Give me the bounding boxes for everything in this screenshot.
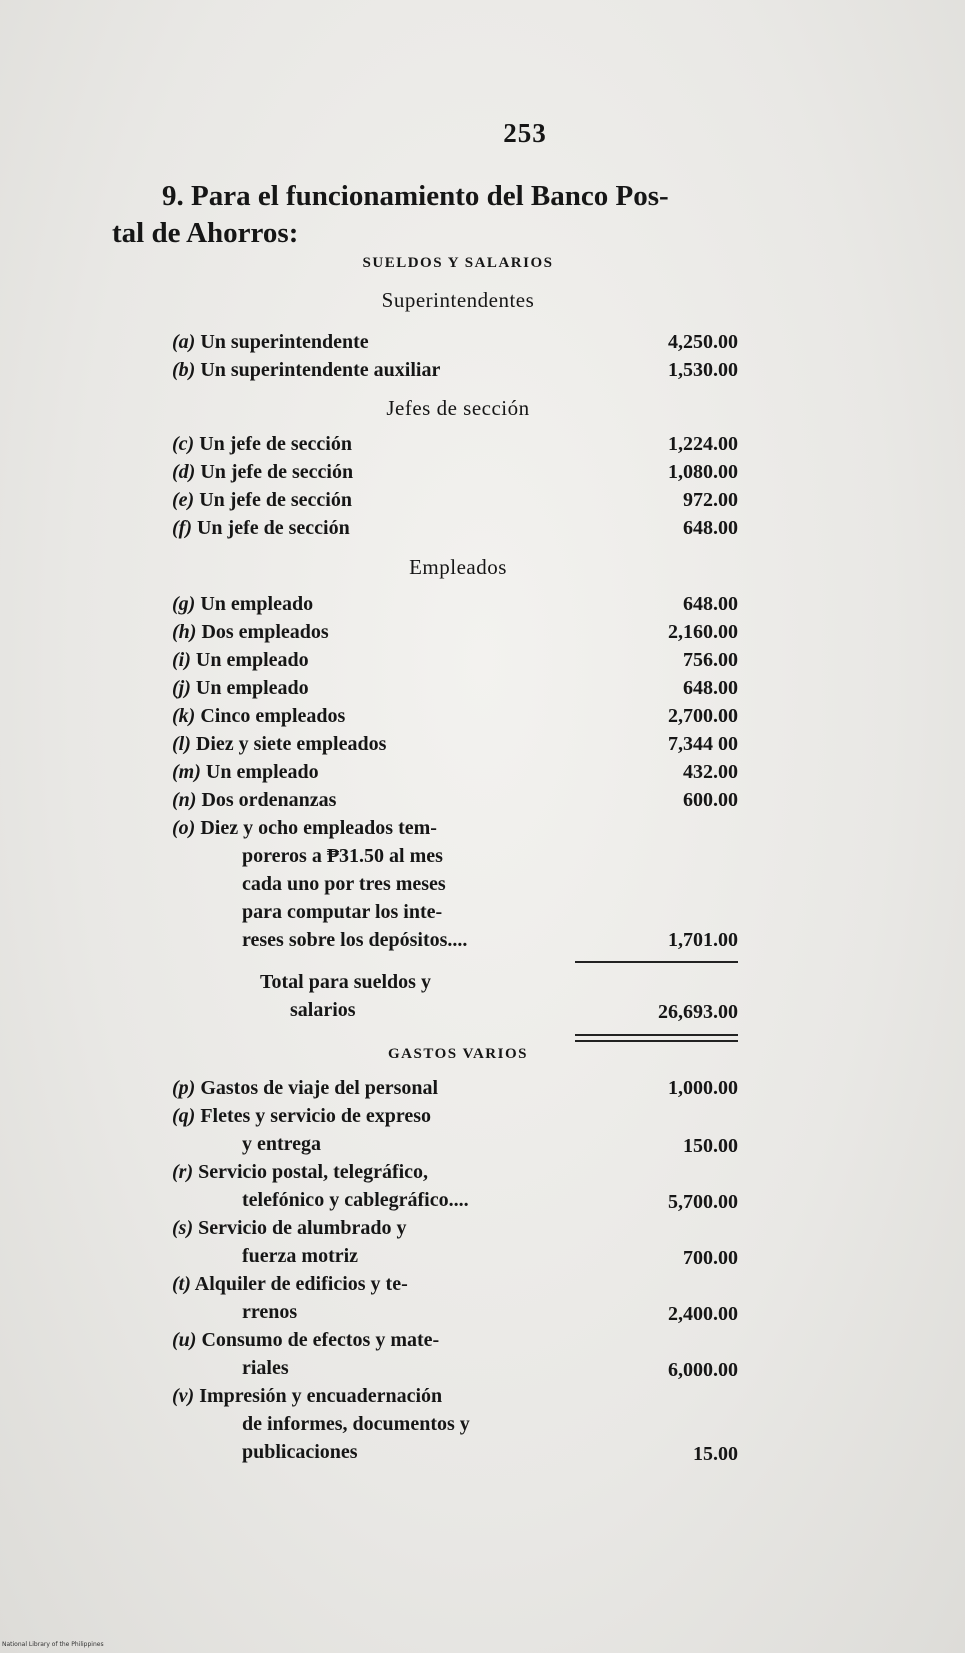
item-label: Dos empleados [201,621,329,643]
item-k [172,702,738,730]
item-amount: 7,344 00 [668,733,738,755]
item-amount: 6,000.00 [668,1359,738,1381]
item-i [172,646,738,674]
item-h [172,618,738,646]
item-label: Diez y siete empleados [195,733,387,755]
item-amount: 432.00 [683,761,738,783]
item-label: Alquiler de edificios y te- [194,1273,408,1295]
item-label: Un jefe de sección [200,461,354,483]
item-label: Un jefe de sección [199,489,352,511]
page-number: 253 [503,118,547,148]
item-letter: (e) [172,489,195,511]
item-u [172,1326,738,1382]
item-amount: 648.00 [683,593,738,615]
item-amount: 1,224.00 [668,433,738,455]
sueldos-title: SUELDOS Y SALARIOS [362,255,554,271]
item-e [172,486,738,514]
item-line: de informes, documentos y [242,1413,470,1435]
item-label: Un empleado [200,593,314,615]
item-letter: (s) [172,1217,194,1239]
item-letter: (o) [172,817,196,839]
item-amount: 1,080.00 [668,461,738,483]
group-jefes: Jefes de sección [386,396,530,420]
item-label: Un jefe de sección [196,517,350,539]
total-label-line-2: salarios [290,999,356,1021]
item-label: Servicio postal, telegráfico, [198,1161,429,1183]
item-letter: (h) [172,621,197,643]
item-label: Fletes y servicio de expreso [200,1105,432,1127]
item-letter: (r) [172,1161,194,1183]
item-letter: (t) [172,1273,191,1295]
item-amount: 648.00 [683,517,738,539]
item-label: Dos ordenanzas [201,789,337,811]
item-label: Un superintendente auxiliar [200,359,441,381]
item-q [172,1102,738,1158]
item-label: Consumo de efectos y mate- [201,1329,440,1351]
item-amount: 5,700.00 [668,1191,738,1213]
item-amount: 2,700.00 [668,705,738,727]
item-letter: (a) [172,331,196,353]
item-line: para computar los inte- [242,901,443,923]
item-letter: (p) [172,1077,196,1099]
item-amount: 600.00 [683,789,738,811]
item-letter: (j) [172,677,191,699]
item-amount: 1,000.00 [668,1077,738,1099]
item-letter: (b) [172,359,196,381]
group-superintendentes: Superintendentes [381,288,535,312]
item-line: fuerza motriz [242,1245,359,1267]
group-empleados: Empleados [409,555,507,579]
item-p [172,1074,738,1102]
item-amount: 1,530.00 [668,359,738,381]
total-double-rule [575,1034,738,1042]
item-letter: (u) [172,1329,197,1351]
item-l [172,730,738,758]
item-amount: 1,701.00 [668,929,738,951]
item-d [172,458,738,486]
item-letter: (v) [172,1385,195,1407]
item-j [172,674,738,702]
item-amount: 648.00 [683,677,738,699]
item-f [172,514,738,542]
item-label: Cinco empleados [200,705,346,727]
item-m [172,758,738,786]
item-line: riales [242,1357,289,1379]
item-amount: 972.00 [683,489,738,511]
item-amount: 700.00 [683,1247,738,1269]
item-label: Gastos de viaje del personal [200,1077,439,1099]
item-line: cada uno por tres meses [242,873,446,895]
item-r [172,1158,738,1214]
item-label: Servicio de alumbrado y [198,1217,407,1239]
item-v [172,1382,738,1466]
item-letter: (g) [172,593,196,615]
item-letter: (c) [172,433,195,455]
item-line: y entrega [242,1133,322,1155]
item-line: poreros a ₱31.50 al mes [242,845,443,867]
item-amount: 756.00 [683,649,738,671]
item-line: rrenos [242,1301,298,1323]
item-o [172,814,738,958]
item-label: Un empleado [205,761,319,783]
item-line: publicaciones [242,1441,358,1463]
item-letter: (q) [172,1105,196,1127]
total-amount: 26,693.00 [658,1001,738,1023]
item-c [172,430,738,458]
item-amount: 150.00 [683,1135,738,1157]
item-line: reses sobre los depósitos.... [242,929,468,951]
item-amount: 15.00 [693,1443,738,1465]
item-amount: 4,250.00 [668,331,738,353]
item-letter: (m) [172,761,201,783]
gastos-title: GASTOS VARIOS [388,1046,528,1062]
total-sueldos [260,968,738,1028]
item-label: Un superintendente [200,331,369,353]
item-label: Impresión y encuadernación [199,1385,443,1407]
item-b [172,356,738,384]
item-letter: (f) [172,517,192,539]
section-heading [112,178,752,252]
item-s [172,1214,738,1270]
item-label: Un empleado [195,649,309,671]
item-n [172,786,738,814]
item-line: telefónico y cablegráfico.... [242,1189,469,1211]
item-letter: (i) [172,649,191,671]
item-label: Un empleado [195,677,309,699]
item-amount: 2,400.00 [668,1303,738,1325]
scan-footer-note: National Library of the Philippines [2,1641,104,1648]
heading-line-2: tal de Ahorros: [112,217,299,249]
item-label: Un jefe de sección [199,433,352,455]
subtotal-rule [575,961,738,963]
item-letter: (l) [172,733,191,755]
item-label: Diez y ocho empleados tem- [200,817,437,839]
item-a [172,328,738,356]
total-label-line-1: Total para sueldos y [260,971,431,993]
item-amount: 2,160.00 [668,621,738,643]
item-letter: (n) [172,789,197,811]
item-letter: (k) [172,705,196,727]
item-t [172,1270,738,1326]
item-g [172,590,738,618]
item-letter: (d) [172,461,196,483]
heading-line-1: 9. Para el funcionamiento del Banco Pos- [162,180,669,212]
